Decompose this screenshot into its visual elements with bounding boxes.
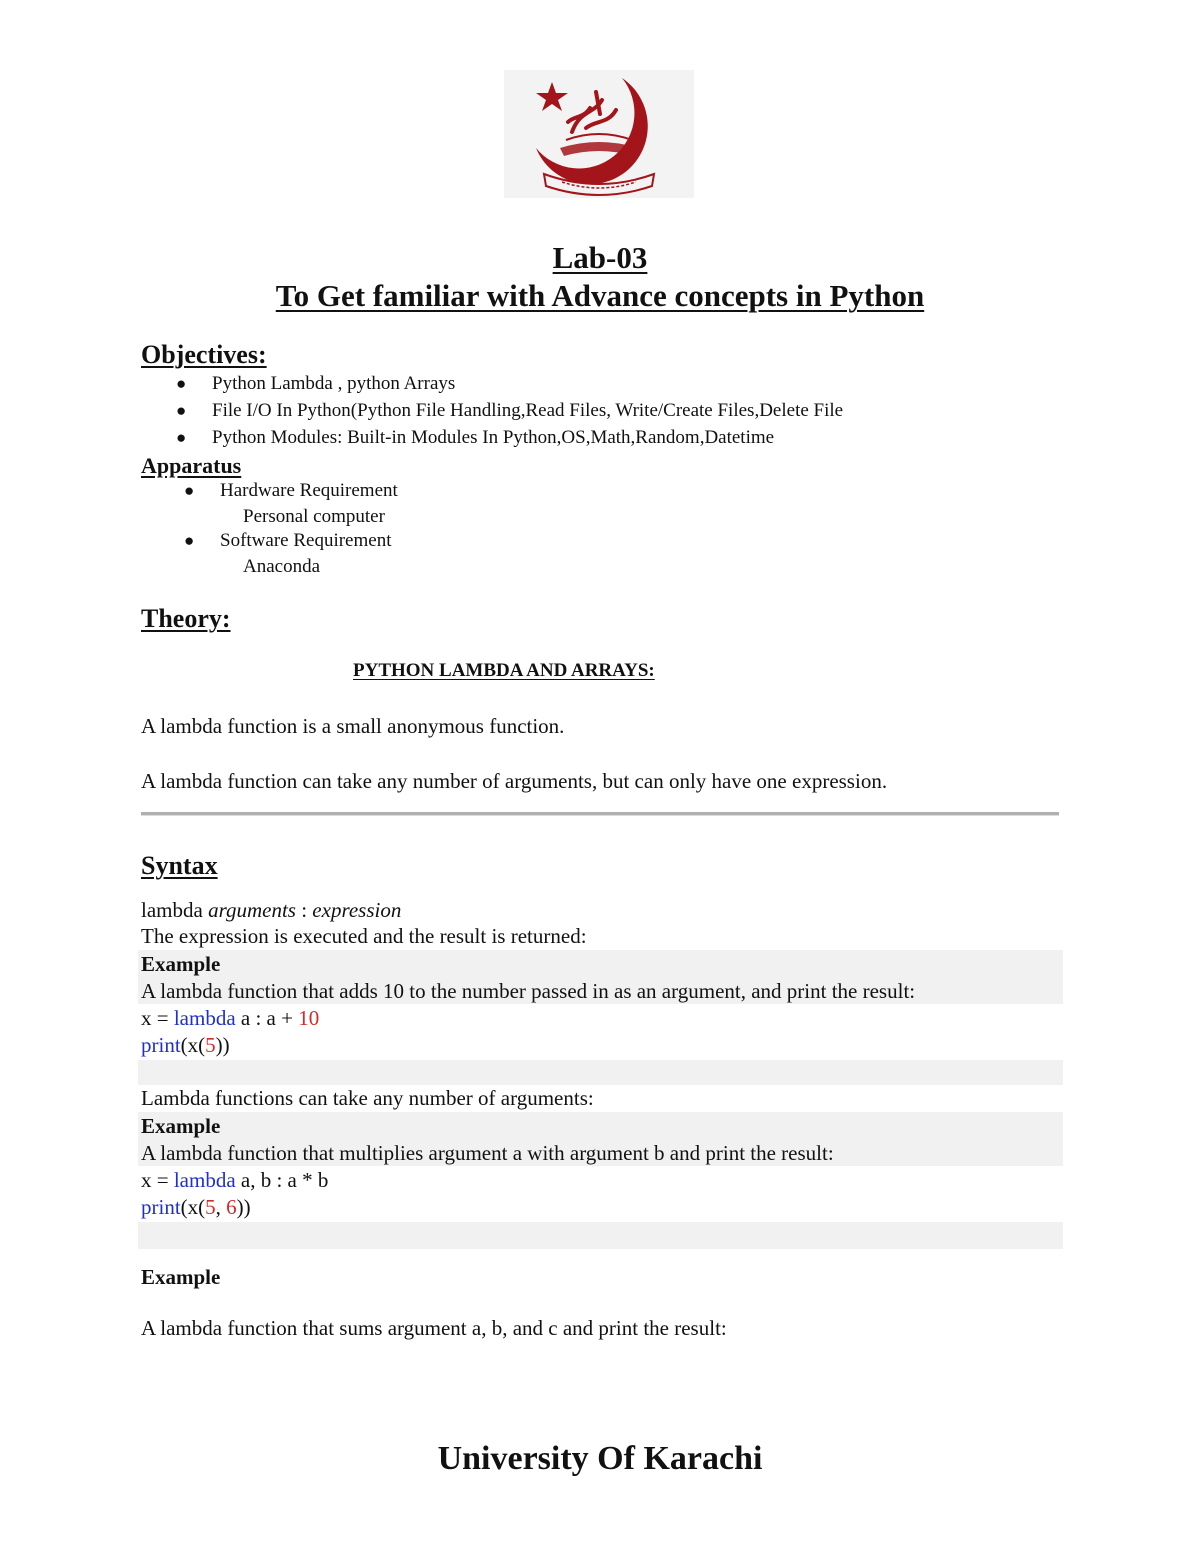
lab-number: Lab-03 bbox=[552, 240, 648, 275]
lab-title: To Get familiar with Advance concepts in Python bbox=[275, 278, 925, 313]
apparatus-item-label: Software Requirement bbox=[220, 530, 392, 551]
university-logo bbox=[504, 70, 694, 198]
theory-paragraph: A lambda function is a small anonymous function. bbox=[141, 714, 565, 738]
bullet-icon: ● bbox=[176, 401, 187, 420]
syntax-description: The expression is executed and the result is returned: bbox=[141, 924, 587, 948]
code-line: x = lambda a : a + 10 bbox=[141, 1006, 320, 1030]
code-box-footer bbox=[138, 1222, 1063, 1249]
code-line: x = lambda a, b : a * b bbox=[141, 1168, 329, 1192]
horizontal-rule bbox=[141, 812, 1059, 816]
bullet-icon: ● bbox=[184, 481, 195, 500]
theory-paragraph: A lambda function can take any number of arguments, but can only have one expression. bbox=[141, 769, 888, 793]
apparatus-item-detail: Personal computer bbox=[243, 506, 385, 527]
syntax-line: lambda arguments : expression bbox=[141, 898, 402, 922]
example-intro: Lambda functions can take any number of arguments: bbox=[141, 1086, 594, 1110]
objective-item: Python Modules: Built-in Modules In Python,OS,Math,Random,Datetime bbox=[212, 427, 775, 448]
bullet-icon: ● bbox=[176, 374, 187, 393]
example-label: Example bbox=[141, 1114, 221, 1138]
apparatus-item-detail: Anaconda bbox=[243, 556, 321, 577]
code-line: print(x(5, 6)) bbox=[141, 1195, 251, 1219]
example-label: Example bbox=[141, 952, 221, 976]
syntax-heading: Syntax bbox=[141, 851, 218, 880]
theory-heading: Theory: bbox=[141, 604, 231, 633]
objective-item: Python Lambda , python Arrays bbox=[212, 373, 456, 394]
example-description: A lambda function that multiplies argument a with argument b and print the result: bbox=[141, 1141, 834, 1165]
example-label: Example bbox=[141, 1265, 221, 1289]
objectives-heading: Objectives: bbox=[141, 340, 267, 369]
code-box-footer bbox=[138, 1060, 1063, 1085]
example-description: A lambda function that sums argument a, b, and c and print the result: bbox=[141, 1316, 727, 1340]
example-description: A lambda function that adds 10 to the number passed in as an argument, and print the result: bbox=[141, 979, 916, 1003]
university-name: University Of Karachi bbox=[437, 1440, 763, 1477]
theory-subheading: PYTHON LAMBDA AND ARRAYS: bbox=[353, 660, 655, 681]
objective-item: File I/O In Python(Python File Handling,Read Files, Write/Create Files,Delete File bbox=[212, 400, 844, 421]
bullet-icon: ● bbox=[176, 428, 187, 447]
code-line: print(x(5)) bbox=[141, 1033, 230, 1057]
apparatus-item-label: Hardware Requirement bbox=[220, 480, 398, 501]
apparatus-heading: Apparatus bbox=[141, 453, 242, 478]
bullet-icon: ● bbox=[184, 531, 195, 550]
